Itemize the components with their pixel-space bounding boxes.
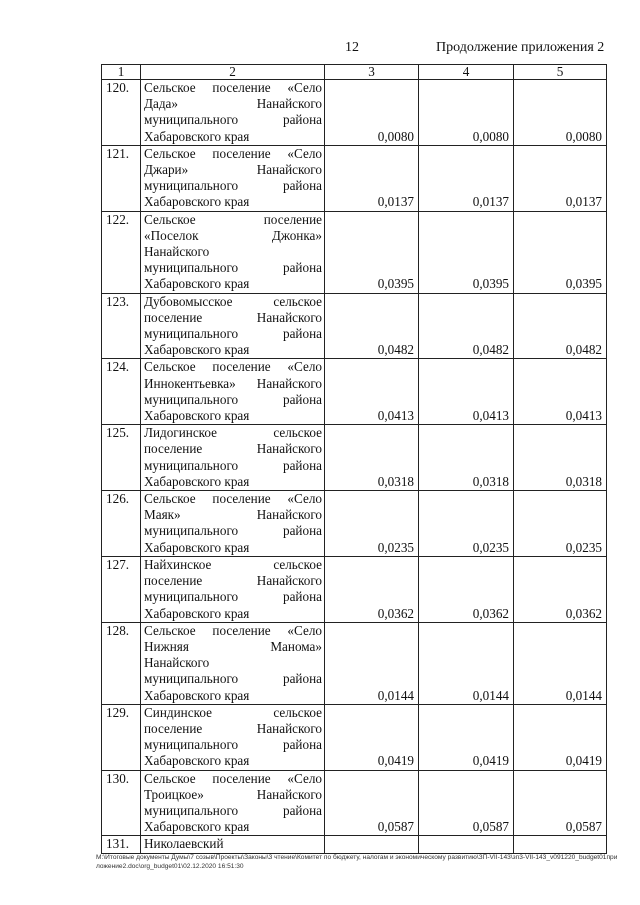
- settlement-name: [141, 836, 325, 853]
- value-c3: [325, 836, 419, 853]
- settlement-name-line: поселение Нанайского: [144, 309, 322, 325]
- value-c4: 0,0413: [419, 359, 514, 425]
- row-number: 130.: [102, 770, 141, 836]
- value-c5: 0,0419: [514, 704, 607, 770]
- value-c3: 0,0080: [325, 80, 419, 146]
- settlement-name-line: Сельское поселение «Село: [144, 359, 322, 375]
- settlement-name-line: муниципального района: [144, 260, 322, 276]
- settlement-name-line: муниципального района: [144, 391, 322, 407]
- settlement-name-line: Сельское поселение «Село: [144, 145, 322, 161]
- table-row: [102, 770, 607, 836]
- settlement-name: [141, 145, 325, 211]
- row-number: 131.: [102, 836, 141, 853]
- settlement-name: [141, 622, 325, 704]
- value-c5: 0,0080: [514, 80, 607, 146]
- settlement-name-line: Хабаровского края: [144, 605, 250, 621]
- value-c5: 0,0318: [514, 425, 607, 491]
- row-number: 127.: [102, 556, 141, 622]
- value-c4: 0,0137: [419, 145, 514, 211]
- document-path-footer: M:\Итоговые документы Думы\7 созыв\Проекты\Законы\3 чтение\Комитет по бюджету, налогам и экономическому развитию\ЗП-VII-143\зп3-VII-143_v091220_budget01приложение2.doc\org_budget01\02.12.2020 16:51:30: [96, 854, 618, 870]
- table-body: [102, 65, 607, 854]
- settlement-name-line: муниципального района: [144, 523, 322, 539]
- value-c5: 0,0413: [514, 359, 607, 425]
- settlement-name-line: Хабаровского края: [144, 753, 250, 769]
- settlement-name-line: муниципального района: [144, 671, 322, 687]
- value-c3: 0,0318: [325, 425, 419, 491]
- value-c3: 0,0362: [325, 556, 419, 622]
- column-header-row: [102, 65, 607, 80]
- settlement-name-line: муниципального района: [144, 737, 322, 753]
- settlement-name-line: Хабаровского края: [144, 128, 250, 144]
- column-header: 3: [325, 65, 419, 80]
- settlement-name-line: Нижняя Манома»: [144, 638, 322, 654]
- table-row: [102, 704, 607, 770]
- settlement-name-line: Сельское поселение «Село: [144, 770, 322, 786]
- value-c4: 0,0587: [419, 770, 514, 836]
- settlement-name: [141, 556, 325, 622]
- settlement-name-line: «Поселок Джонка»: [144, 227, 322, 243]
- settlement-name-line: муниципального района: [144, 457, 322, 473]
- table-row: [102, 491, 607, 557]
- value-c5: 0,0395: [514, 211, 607, 293]
- value-c5: 0,0235: [514, 491, 607, 557]
- settlement-name-line: Найхинское сельское: [144, 556, 322, 572]
- settlement-name-line: Хабаровского края: [144, 539, 250, 555]
- settlement-name-line: Хабаровского края: [144, 276, 250, 292]
- value-c3: 0,0419: [325, 704, 419, 770]
- value-c3: 0,0395: [325, 211, 419, 293]
- settlement-name-line: Хабаровского края: [144, 342, 250, 358]
- settlement-name: [141, 425, 325, 491]
- row-number: 122.: [102, 211, 141, 293]
- column-header: 5: [514, 65, 607, 80]
- settlement-name-line: Хабаровского края: [144, 194, 250, 210]
- settlement-name: [141, 293, 325, 359]
- settlement-name-line: Хабаровского края: [144, 473, 250, 489]
- table-row: [102, 80, 607, 146]
- table-row: [102, 145, 607, 211]
- value-c5: 0,0482: [514, 293, 607, 359]
- value-c5: 0,0587: [514, 770, 607, 836]
- settlement-name-line: Нанайского: [144, 244, 210, 260]
- table-row: [102, 293, 607, 359]
- settlement-name-line: Николаевский: [144, 836, 224, 852]
- settlement-name-line: Хабаровского края: [144, 408, 250, 424]
- column-header: 2: [141, 65, 325, 80]
- settlement-name-line: Сельское поселение: [144, 211, 322, 227]
- value-c5: 0,0137: [514, 145, 607, 211]
- settlement-name-line: поселение Нанайского: [144, 720, 322, 736]
- value-c5: 0,0362: [514, 556, 607, 622]
- value-c3: 0,0482: [325, 293, 419, 359]
- settlement-name: [141, 80, 325, 146]
- settlement-name-line: Лидогинское сельское: [144, 425, 322, 441]
- column-header: 1: [102, 65, 141, 80]
- row-number: 125.: [102, 425, 141, 491]
- value-c4: 0,0419: [419, 704, 514, 770]
- value-c3: 0,0413: [325, 359, 419, 425]
- settlement-name: [141, 491, 325, 557]
- settlement-name-line: Нанайского: [144, 655, 210, 671]
- row-number: 128.: [102, 622, 141, 704]
- appendix-continuation-caption: Продолжение приложения 2: [436, 40, 605, 55]
- row-number: 129.: [102, 704, 141, 770]
- settlement-name-line: Хабаровского края: [144, 687, 250, 703]
- settlement-name-line: муниципального района: [144, 326, 322, 342]
- column-header: 4: [419, 65, 514, 80]
- value-c4: 0,0080: [419, 80, 514, 146]
- settlement-name-line: Маяк» Нанайского: [144, 507, 322, 523]
- settlement-name-line: Дада» Нанайского: [144, 96, 322, 112]
- value-c4: [419, 836, 514, 853]
- table-row: [102, 211, 607, 293]
- table-row: [102, 556, 607, 622]
- row-number: 124.: [102, 359, 141, 425]
- value-c3: 0,0587: [325, 770, 419, 836]
- settlement-name-line: муниципального района: [144, 802, 322, 818]
- value-c4: 0,0362: [419, 556, 514, 622]
- settlement-name-line: Дубовомысское сельское: [144, 293, 322, 309]
- row-number: 126.: [102, 491, 141, 557]
- settlement-name-line: поселение Нанайского: [144, 441, 322, 457]
- value-c4: 0,0482: [419, 293, 514, 359]
- settlement-name-line: муниципального района: [144, 112, 322, 128]
- settlement-name-line: Сельское поселение «Село: [144, 80, 322, 95]
- row-number: 123.: [102, 293, 141, 359]
- settlement-name: [141, 359, 325, 425]
- row-number: 120.: [102, 80, 141, 146]
- value-c3: 0,0137: [325, 145, 419, 211]
- value-c4: 0,0395: [419, 211, 514, 293]
- allocation-table: [101, 64, 607, 854]
- value-c3: 0,0235: [325, 491, 419, 557]
- settlement-name-line: Синдинское сельское: [144, 704, 322, 720]
- value-c4: 0,0235: [419, 491, 514, 557]
- value-c3: 0,0144: [325, 622, 419, 704]
- settlement-name-line: Сельское поселение «Село: [144, 491, 322, 507]
- settlement-name-line: муниципального района: [144, 589, 322, 605]
- settlement-name: [141, 770, 325, 836]
- value-c5: 0,0144: [514, 622, 607, 704]
- settlement-name: [141, 704, 325, 770]
- value-c4: 0,0144: [419, 622, 514, 704]
- page-number: 12: [345, 40, 359, 55]
- settlement-name-line: муниципального района: [144, 178, 322, 194]
- table-row: [102, 836, 607, 853]
- settlement-name: [141, 211, 325, 293]
- settlement-name-line: Хабаровского края: [144, 819, 250, 835]
- settlement-name-line: Сельское поселение «Село: [144, 622, 322, 638]
- settlement-name-line: поселение Нанайского: [144, 573, 322, 589]
- table-row: [102, 359, 607, 425]
- table-row: [102, 622, 607, 704]
- table-row: [102, 425, 607, 491]
- settlement-name-line: Троицкое» Нанайского: [144, 786, 322, 802]
- value-c5: [514, 836, 607, 853]
- row-number: 121.: [102, 145, 141, 211]
- settlement-name-line: Иннокентьевка» Нанайского: [144, 375, 322, 391]
- value-c4: 0,0318: [419, 425, 514, 491]
- settlement-name-line: Джари» Нанайского: [144, 162, 322, 178]
